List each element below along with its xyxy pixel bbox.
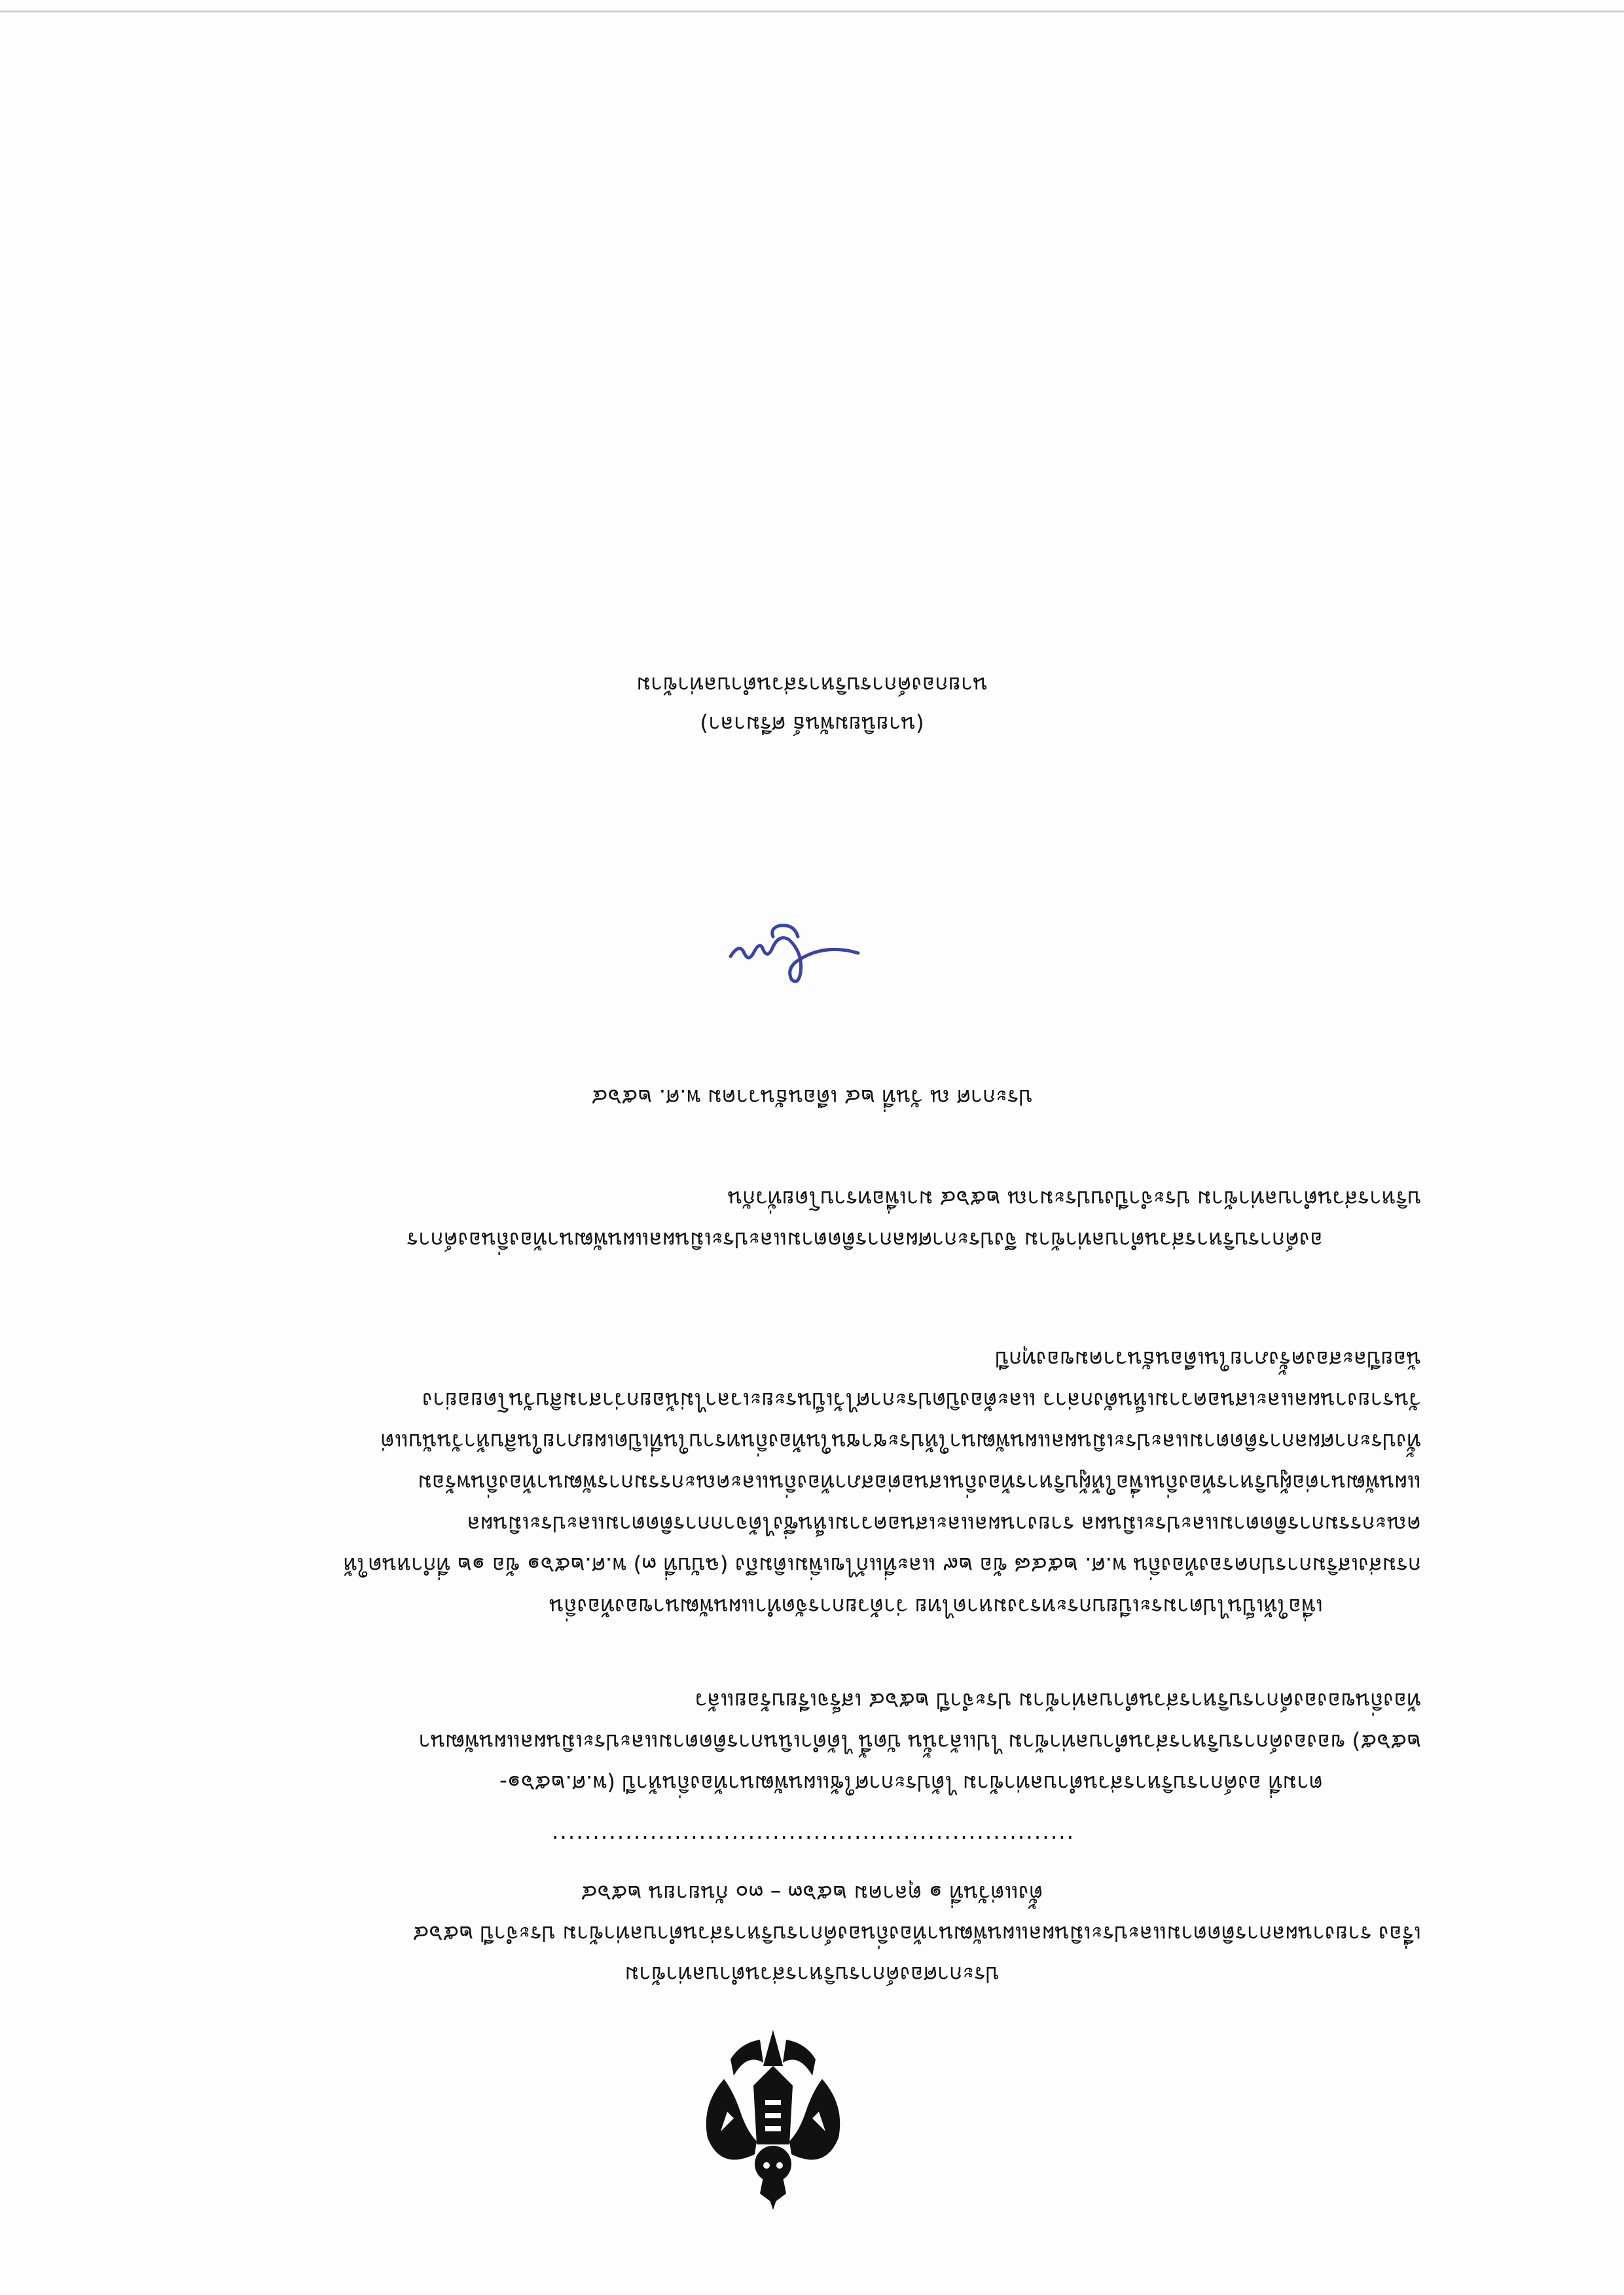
paragraph-line: องค์การบริหารส่วนตำบลท่าข้าม จึงประกาศผลการติดตามและประเมินผลแผนพัฒนาท้องถิ่นองค์การ [406,1227,1323,1253]
paragraph-line: เพื่อให้เป็นไปตามระเบียบกระทรวงมหาดไทย ว่าด้วยการจัดทำแผนพัฒนาของท้องถิ่น [549,1594,1323,1619]
paragraph-line: น้อยปีละสองครั้งภายในเดือนธันวาคมของทุกปี [995,1346,1421,1372]
dotted-divider: ................................................................ [550,1831,1074,1856]
paragraph-regulation [269,1339,1421,1627]
paragraph-line: ๒๕๖๕) ขององค์การบริหารส่วนตำบลท่าข้าม ไปแล้วนั้น บัดนี้ ได้ดำเนินการติดตามและประเมินผลแผนพัฒนา [418,1729,1421,1755]
paragraph-line: แผนพัฒนาต่อผู้บริหารท้องถิ่นเพื่อให้ผู้บริหารท้องถิ่นเสนอต่อสภาท้องถิ่นและคณะกรรมการพัฒนาท้องถิ่นพร้อม [418,1470,1421,1496]
handwritten-signature-icon [714,914,871,999]
period-line: ตั้งแต่วันที่ ๑ ตุลาคม ๒๕๖๓ – ๓๐ กันยายน ๒๕๖๔ [581,1881,1043,1906]
signer-position: นายกองค์การบริหารส่วนตำบลท่าข้าม [636,672,988,698]
paragraph-line: คณะกรรมการติดตามและประเมินผล รายงานผลและเสนอความเห็นซึ่งได้จากการติดตามและประเมินผล [467,1511,1421,1537]
garuda-emblem-icon [695,2020,852,2216]
paragraph-line: บริหารส่วนตำบลท่าข้าม ประจำปีงบประมาณ ๒๕๖๔ มาเพื่อทราบโดยทั่วกัน [727,1186,1421,1212]
subject-line: เรื่อง รายงานผลการติดตามและประเมินผลแผนพัฒนาท้องถิ่นองค์การบริหารส่วนตำบลท่าข้าม ประจำปี ๒๕๖๔ [412,1921,1421,1947]
signer-name: (นายนิยมพันธ์ ศรีมาลา) [700,712,924,737]
paragraph-line: วันรายงานผลและเสนอความเห็นดังกล่าว และต้องปิดประกาศไว้เป็นระยะเวลาไม่น้อยกว่าสามสิบวันโดยอย่าง [422,1388,1421,1413]
paragraph-announcement [269,1680,1421,1804]
paragraph-conclusion [269,1178,1421,1261]
paragraph-line: ตามที่ องค์การบริหารส่วนตำบลท่าข้าม ได้ประกาศใช้แผนพัฒนาท้องถิ่นห้าปี (พ.ศ.๒๕๖๑- [499,1771,1323,1796]
paragraph-line: ท้องถิ่นขององค์การบริหารส่วนตำบลท่าข้าม ประจำปี ๒๕๖๔ เสร็จเรียบร้อยแล้ว [695,1688,1421,1714]
paragraph-line: กรมส่งเสริมการปกครองท้องถิ่น พ.ศ. ๒๕๔๘ ข้อ ๒๙ และที่แก้ไขเพิ่มเติมถึง (ฉบับที่ ๓) พ.ศ.๒๕๖๑ ข้อ ๑๒ ที่กำหนดให้ [343,1553,1421,1578]
given-date-line: ประกาศ ณ วันที่ ๒๔ เดือนธันวาคม พ.ศ. ๒๕๖๔ [591,1085,1033,1110]
scan-edge-line [0,10,1624,12]
paragraph-line: ทั้งประกาศผลการติดตามและประเมินผลแผนพัฒนาให้ประชาชนในท้องถิ่นทราบในที่เปิดเผยภายในสิบห้าวันนับแต่ [380,1429,1421,1455]
issuer-heading: ประกาศองค์การบริหารส่วนตำบลท่าข้าม [624,1962,1000,1987]
